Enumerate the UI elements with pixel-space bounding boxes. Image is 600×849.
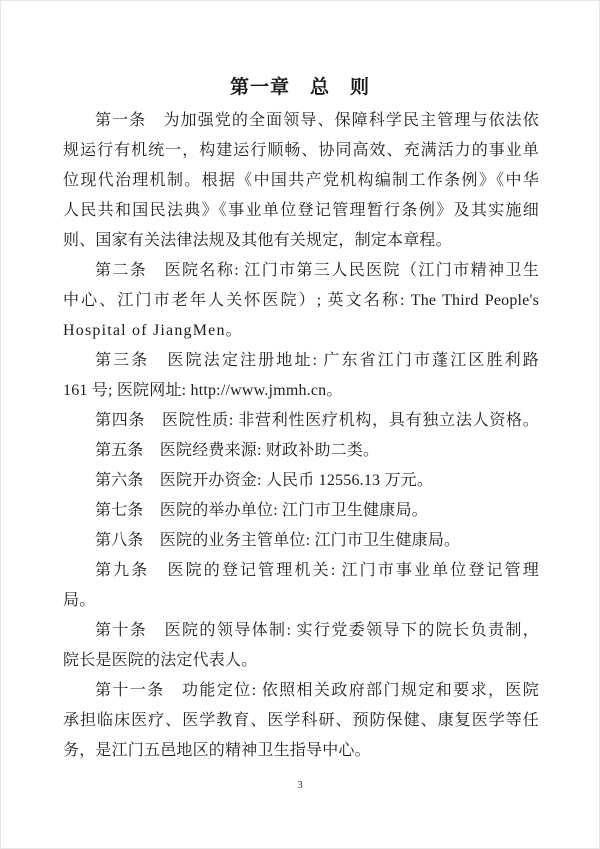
article-5-line: 第五条 医院经费来源: 财政补助二类。	[95, 442, 380, 459]
chapter-title: 第一章 总 则	[229, 77, 370, 98]
article-3-line: 第三条 医院法定注册地址: 广东省江门市蓬江区胜利路	[95, 352, 539, 369]
article-10-line: 第十条 医院的领导体制: 实行党委领导下的院长负责制，	[95, 622, 539, 639]
document-body	[63, 106, 539, 766]
article-8-line: 第八条 医院的业务主管单位: 江门市卫生健康局。	[95, 532, 461, 549]
article-1-line: 则、国家有关法律法规及其他有关规定，制定本章程。	[63, 232, 452, 249]
article-2-line: 第二条 医院名称: 江门市第三人民医院（江门市精神卫生	[95, 262, 539, 279]
article-9-line: 第九条 医院的登记管理机关: 江门市事业单位登记管理	[95, 562, 539, 579]
article-3-line: 161 号; 医院网址: http://www.jmmh.cn。	[63, 382, 343, 399]
article-6-line: 第六条 医院开办资金: 人民币 12556.13 万元。	[95, 472, 434, 489]
article-9-line: 局。	[63, 592, 96, 609]
article-7-line: 第七条 医院的举办单位: 江门市卫生健康局。	[95, 502, 428, 519]
article-2-line: 中心、江门市老年人关怀医院）; 英文名称: The Third People's	[63, 292, 539, 309]
article-11-line: 第十一条 功能定位: 依照相关政府部门规定和要求，医院	[95, 682, 539, 699]
page-number: 3	[297, 779, 303, 791]
article-1-line: 规运行有机统一，构建运行顺畅、协同高效、充满活力的事业单	[63, 142, 539, 159]
article-10-line: 院长是医院的法定代表人。	[63, 652, 258, 669]
article-11-line: 务，是江门五邑地区的精神卫生指导中心。	[63, 742, 371, 759]
article-4-line: 第四条 医院性质: 非营利性医疗机构，具有独立法人资格。	[95, 412, 539, 429]
article-1-line: 位现代治理机制。根据《中国共产党机构编制工作条例》《中华	[63, 172, 539, 189]
article-2-line: Hospital of JiangMen。	[63, 322, 243, 339]
article-1-line: 人民共和国民法典》《事业单位登记管理暂行条例》及其实施细	[63, 202, 539, 219]
article-11-line: 承担临床医疗、医学教育、医学科研、预防保健、康复医学等任	[63, 712, 539, 729]
article-1-line: 第一条 为加强党的全面领导、保障科学民主管理与依法依	[95, 112, 539, 129]
